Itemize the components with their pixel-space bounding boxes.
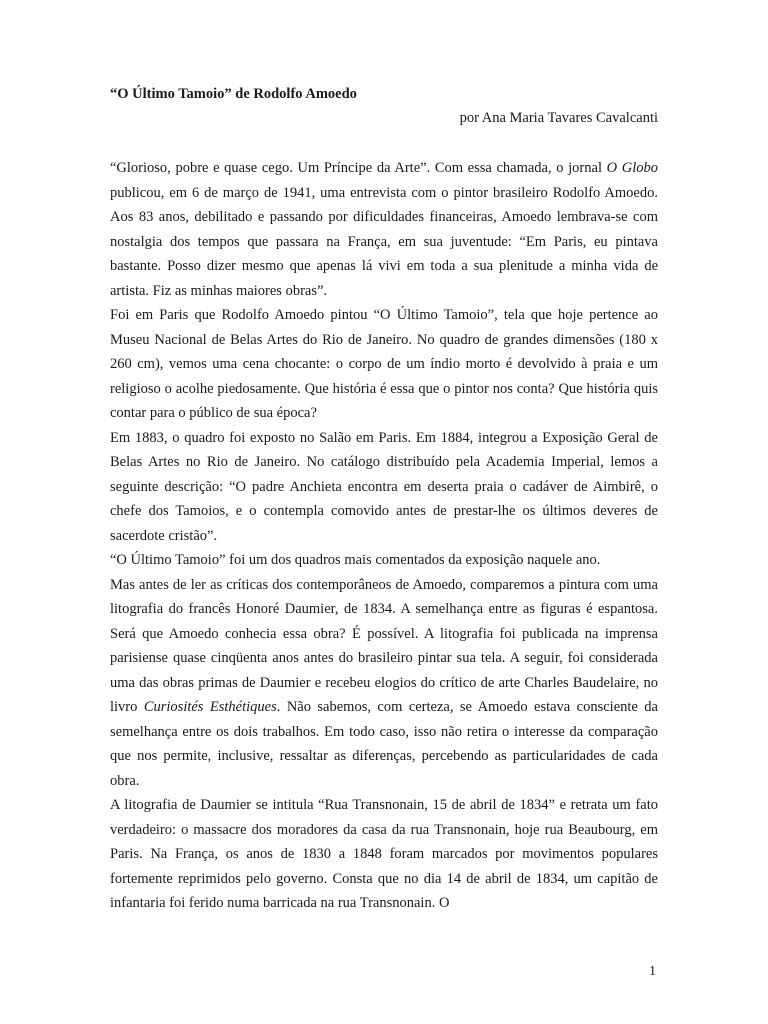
paragraph-text: A litografia de Daumier se intitula “Rua Transnonain, 15 de abril de 1834” e retrata um fato verdadeiro: o massacre dos moradores da casa da rua Transnonain, hoje rua Beaubourg, em Paris. Na França, os anos de 1830 a 1848 foram marcados por movimentos populares fortemente reprimidos pelo governo. Consta que no dia 14 de abril de 1834, um capitão de infantaria foi ferido numa barricada na rua Transnonain. O (110, 797, 658, 911)
document-body (110, 156, 658, 916)
body-paragraph (110, 548, 658, 573)
paragraph-text: publicou, em 6 de março de 1941, uma entrevista com o pintor brasileiro Rodolfo Amoedo. Aos 83 anos, debilitado e passando por dificuldades financeiras, Amoedo lembrava-se com nostalgia dos tempos que passara na França, em sua juventude: “Em Paris, eu pintava bastante. Posso dizer mesmo que apenas lá vivi em toda a sua plenitude a minha vida de artista. Fiz as minhas maiores obras”. (110, 184, 658, 299)
italic-text: O Globo (606, 160, 658, 176)
body-paragraph (110, 793, 658, 916)
italic-text: Curiosités Esthétiques (143, 699, 277, 715)
document-title: “O Último Tamoio” de Rodolfo Amoedo (110, 86, 357, 102)
paragraph-text: Em 1883, o quadro foi exposto no Salão em Paris. Em 1884, integrou a Exposição Geral de Belas Artes no Rio de Janeiro. No catálogo distribuído pela Academia Imperial, lemos a seguinte descrição: “O padre Anchieta encontra em deserta praia o cadáver de Aimbirê, o chefe dos Tamoios, e o contempla comovido antes de prestar-lhe os últimos deveres de sacerdote cristão”. (110, 429, 658, 544)
body-paragraph (110, 303, 658, 426)
paragraph-text: Foi em Paris que Rodolfo Amoedo pintou “O Último Tamoio”, tela que hoje pertence ao Museu Nacional de Belas Artes do Rio de Janeiro. No quadro de grandes dimensões (180 x 260 cm), vemos uma cena chocante: o corpo de um índio morto é devolvido à praia e um religioso o acolhe piedosamente. Que história é essa que o pintor nos conta? Que história quis contar para o público de sua época? (110, 307, 658, 421)
paragraph-text: “O Último Tamoio” foi um dos quadros mais comentados da exposição naquele ano. (110, 552, 601, 568)
body-paragraph (110, 573, 658, 794)
paragraph-text: “Glorioso, pobre e quase cego. Um Príncipe da Arte”. Com essa chamada, o jornal (110, 160, 607, 176)
paragraph-text: . Não sabemos, com certeza, se Amoedo estava consciente da semelhança entre os dois trabalhos. Em todo caso, isso não retira o interesse da comparação que nos permite, inclusive, ressaltar as diferenças, percebendo as particularidades de cada obra. (110, 699, 658, 789)
body-paragraph (110, 156, 658, 303)
body-paragraph (110, 426, 658, 549)
page-number: 1 (649, 964, 656, 979)
paragraph-text: Mas antes de ler as críticas dos contemporâneos de Amoedo, comparemos a pintura com uma litografia do francês Honoré Daumier, de 1834. A semelhança entre as figuras é espantosa. Será que Amoedo conhecia essa obra? É possível. A litografia foi publicada na imprensa parisiense quase cinqüenta anos antes do brasileiro pintar sua tela. A seguir, foi considerada uma das obras primas de Daumier e recebeu elogios do crítico de arte Charles Baudelaire, no livro (110, 576, 658, 715)
document-author: por Ana Maria Tavares Cavalcanti (459, 110, 658, 126)
